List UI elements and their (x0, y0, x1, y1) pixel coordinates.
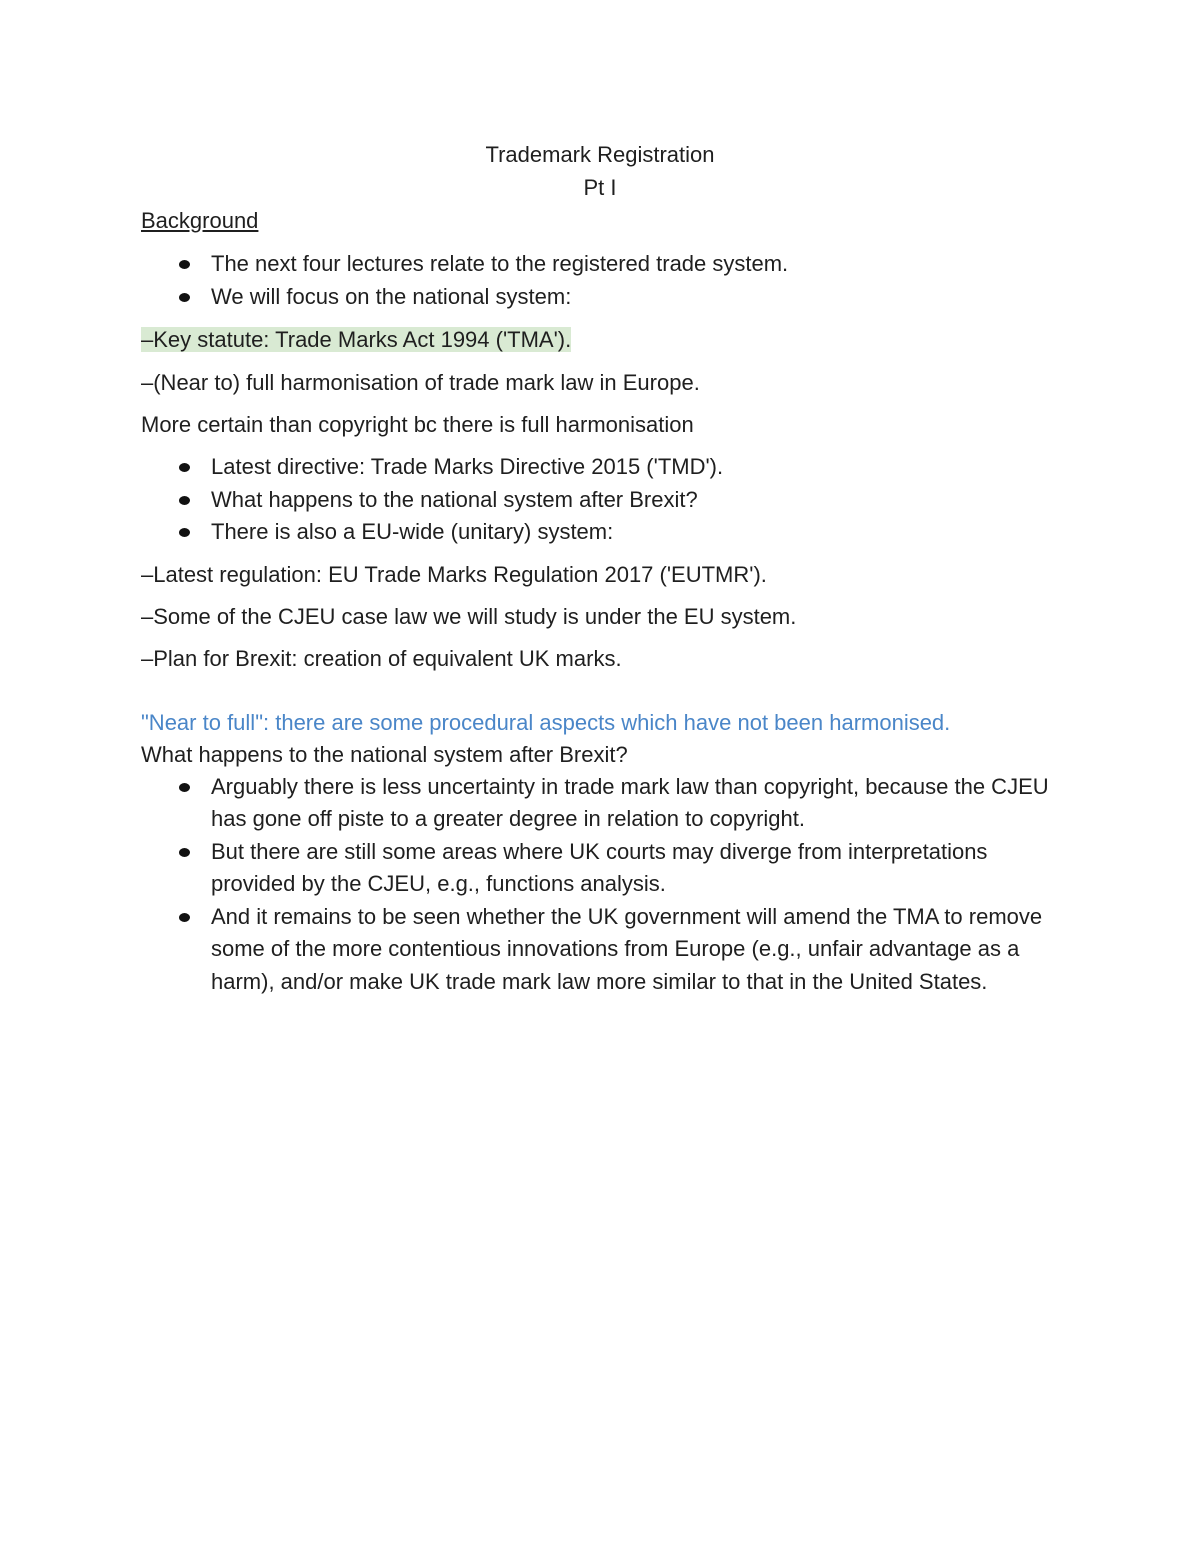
list-item: We will focus on the national system: (141, 281, 1061, 314)
highlighted-text: –Key statute: Trade Marks Act 1994 ('TMA'). (141, 327, 572, 352)
title-line-2: Pt I (583, 175, 617, 200)
list-item: Arguably there is less uncertainty in trade mark law than copyright, because the CJEU has gone off piste to a greater degree in relation to copyright. (141, 771, 1061, 836)
list-item: And it remains to be seen whether the UK government will amend the TMA to remove some of the more contentious innovations from Europe (e.g., unfair advantage as a harm), and/or make UK trade mark law more similar to that in the United States. (141, 901, 1061, 999)
bullet-dot-icon (179, 496, 190, 505)
near-to-full-note: "Near to full": there are some procedural aspects which have not been harmonised. (141, 709, 951, 735)
more-certain-line: More certain than copyright bc there is full harmonisation (141, 412, 694, 437)
bullet-dot-icon (179, 783, 190, 792)
harmonisation-line: –(Near to) full harmonisation of trade mark law in Europe. (141, 370, 700, 395)
latest-regulation-line: –Latest regulation: EU Trade Marks Regulation 2017 ('EUTMR'). (141, 561, 767, 587)
bullet-dot-icon (179, 260, 190, 269)
brexit-question: What happens to the national system after Brexit? (141, 741, 628, 767)
plan-brexit-line: –Plan for Brexit: creation of equivalent UK marks. (141, 645, 622, 671)
bullet-list-brexit (141, 771, 1061, 999)
cjeu-case-law-line: –Some of the CJEU case law we will study is under the EU system. (141, 603, 797, 629)
bullet-list-intro (141, 248, 1061, 313)
section-heading-background: Background (141, 208, 259, 233)
list-item: The next four lectures relate to the registered trade system. (141, 248, 1061, 281)
document-page (141, 138, 1061, 998)
bullet-list-directive (141, 451, 1061, 549)
list-item: There is also a EU-wide (unitary) system: (141, 516, 1061, 549)
bullet-dot-icon (179, 848, 190, 857)
title-line-1: Trademark Registration (485, 142, 715, 167)
list-item: But there are still some areas where UK courts may diverge from interpretations provided by the CJEU, e.g., functions analysis. (141, 836, 1061, 901)
list-item: Latest directive: Trade Marks Directive 2015 ('TMD'). (141, 451, 1061, 484)
bullet-dot-icon (179, 293, 190, 302)
key-statute-line (141, 323, 1061, 357)
bullet-dot-icon (179, 463, 190, 472)
bullet-dot-icon (179, 913, 190, 922)
list-item: What happens to the national system after Brexit? (141, 484, 1061, 517)
bullet-dot-icon (179, 528, 190, 537)
document-title (0, 138, 1200, 204)
